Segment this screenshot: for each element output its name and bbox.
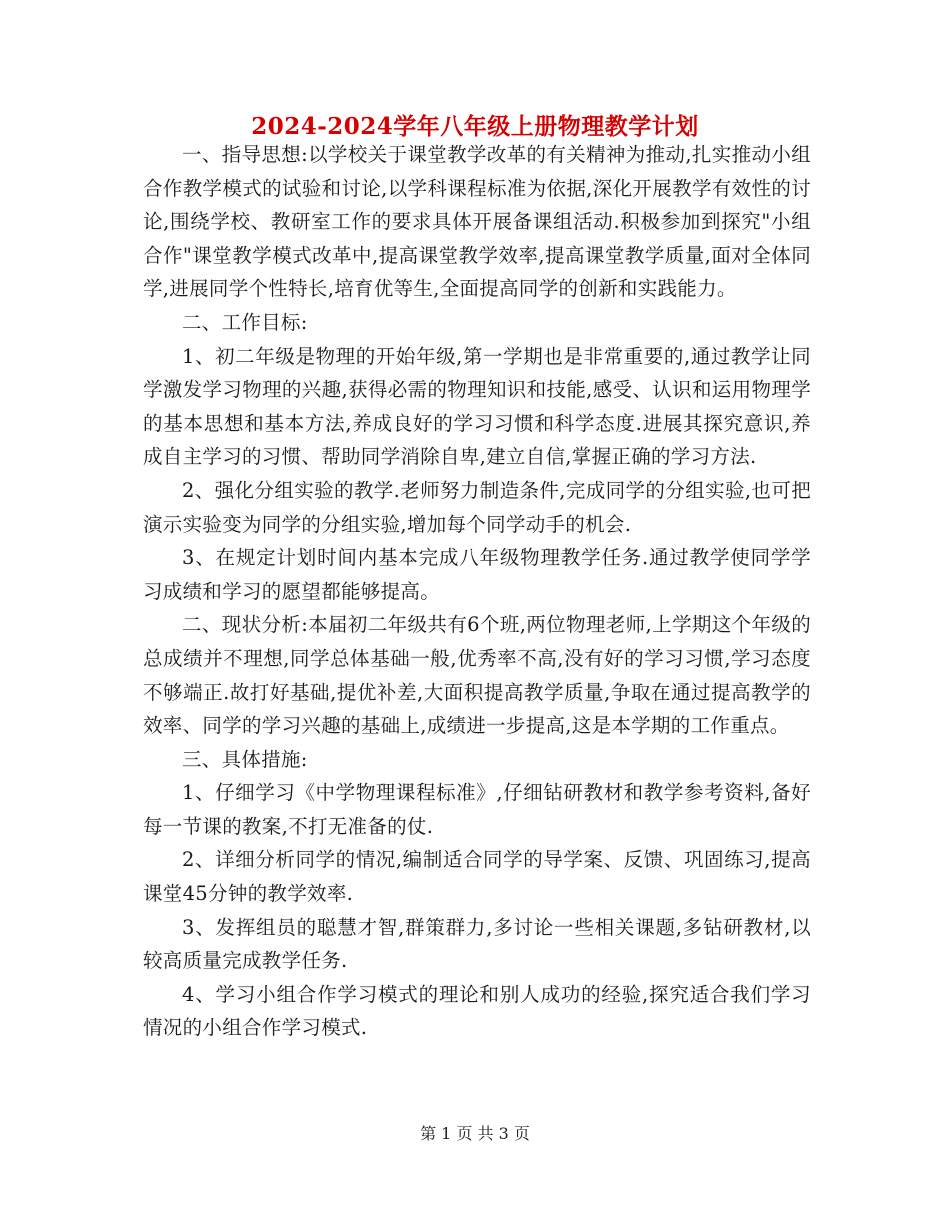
paragraph-measure-4: 4、学习小组合作学习模式的理论和别人成功的经验,探究适合我们学习情况的小组合作学习模式. [143, 982, 811, 1040]
section-heading-work-goals: 二、工作目标: [182, 310, 308, 334]
paragraph-measure-3: 3、发挥组员的聪慧才智,群策群力,多讨论一些相关课题,多钻研教材,以较高质量完成教学任务. [143, 915, 811, 973]
section-heading-measures: 三、具体措施: [182, 747, 308, 771]
paragraph-goal-1: 1、初二年级是物理的开始年级,第一学期也是非常重要的,通过教学让同学激发学习物理的兴趣,获得必需的物理知识和技能,感受、认识和运用物理学的基本思想和基本方法,养成良好的学习习惯和科学态度.进展其探究意识,养成自主学习的习惯、帮助同学消除自卑,建立自信,掌握正确的学习方法. [143, 344, 811, 469]
document-title: 2024-2024学年八年级上册物理教学计划 [251, 113, 699, 140]
page-footer: 第 1 页 共 3 页 [420, 1124, 530, 1143]
paragraph-goal-2: 2、强化分组实验的教学.老师努力制造条件,完成同学的分组实验,也可把演示实验变为同学的分组实验,增加每个同学动手的机会. [143, 478, 811, 536]
paragraph-goal-3: 3、在规定计划时间内基本完成八年级物理教学任务.通过教学使同学学习成绩和学习的愿望都能够提高。 [143, 546, 811, 603]
paragraph-guiding-ideology: 一、指导思想:以学校关于课堂教学改革的有关精神为推动,扎实推动小组合作教学模式的试验和讨论,以学科课程标准为依据,深化开展教学有效性的讨论,围绕学校、教研室工作的要求具体开展备课组活动.积极参加到探究"小组合作"课堂教学模式改革中,提高课堂教学效率,提高课堂教学质量,面对全体同学,进展同学个性特长,培育优等生,全面提高同学的创新和实践能力。 [143, 143, 811, 301]
document-body [143, 138, 811, 1045]
paragraph-measure-1: 1、仔细学习《中学物理课程标准》,仔细钻研教材和教学参考资料,备好每一节课的教案,不打无准备的仗. [143, 781, 811, 838]
paragraph-situation-analysis: 二、现状分析:本届初二年级共有6个班,两位物理老师,上学期这个年级的总成绩并不理想,同学总体基础一般,优秀率不高,没有好的学习习惯,学习态度不够端正.故打好基础,提优补差,大面积提高教学质量,争取在通过提高教学的效率、同学的学习兴趣的基础上,成绩进一步提高,这是本学期的工作重点。 [143, 613, 811, 738]
paragraph-measure-2: 2、详细分析同学的情况,编制适合同学的导学案、反馈、巩固练习,提高课堂45分钟的教学效率. [143, 848, 811, 906]
